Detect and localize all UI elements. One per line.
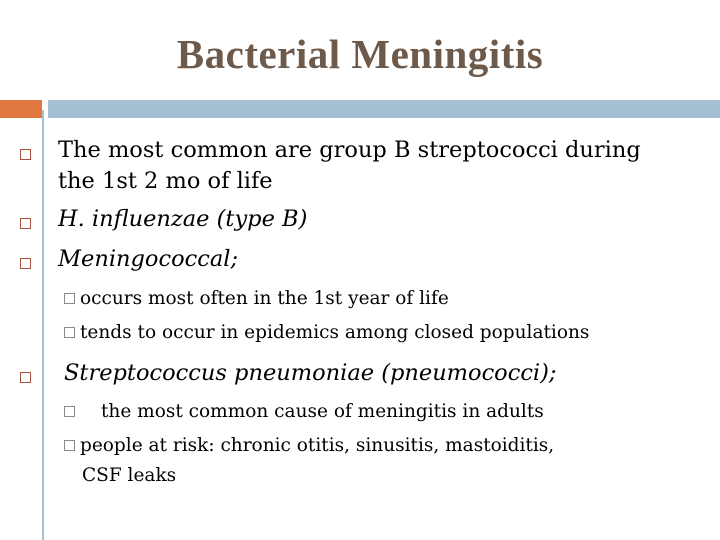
square-sub-bullet-icon [64, 327, 75, 338]
square-bullet-icon [20, 372, 31, 383]
title-rule [48, 100, 720, 118]
bullet-text-continued: the 1st 2 mo of life [58, 168, 273, 194]
square-bullet-icon [20, 149, 31, 160]
bullet-text: The most common are group B streptococci during [58, 137, 641, 163]
slide-title: Bacterial Meningitis [176, 31, 544, 77]
square-sub-bullet-icon [64, 440, 75, 451]
sub-bullet-text: the most common cause of meningitis in adults [101, 401, 544, 422]
square-bullet-icon [20, 258, 31, 269]
bullet-text: Meningococcal; [58, 246, 239, 272]
sub-bullet-text: occurs most often in the 1st year of life [80, 288, 449, 309]
sub-bullet-text: tends to occur in epidemics among closed populations [80, 322, 590, 343]
square-bullet-icon [20, 218, 31, 229]
bullet-text: Streptococcus pneumoniae (pneumococci); [64, 360, 557, 386]
vertical-rule [42, 110, 44, 540]
bullet-text: H. influenzae (type B) [58, 206, 308, 232]
square-sub-bullet-icon [64, 293, 75, 304]
sub-bullet-text-continued: CSF leaks [82, 465, 177, 486]
sub-bullet-text: people at risk: chronic otitis, sinusitis, mastoiditis, [80, 435, 555, 456]
square-sub-bullet-icon [64, 406, 75, 417]
accent-bar [0, 100, 42, 118]
